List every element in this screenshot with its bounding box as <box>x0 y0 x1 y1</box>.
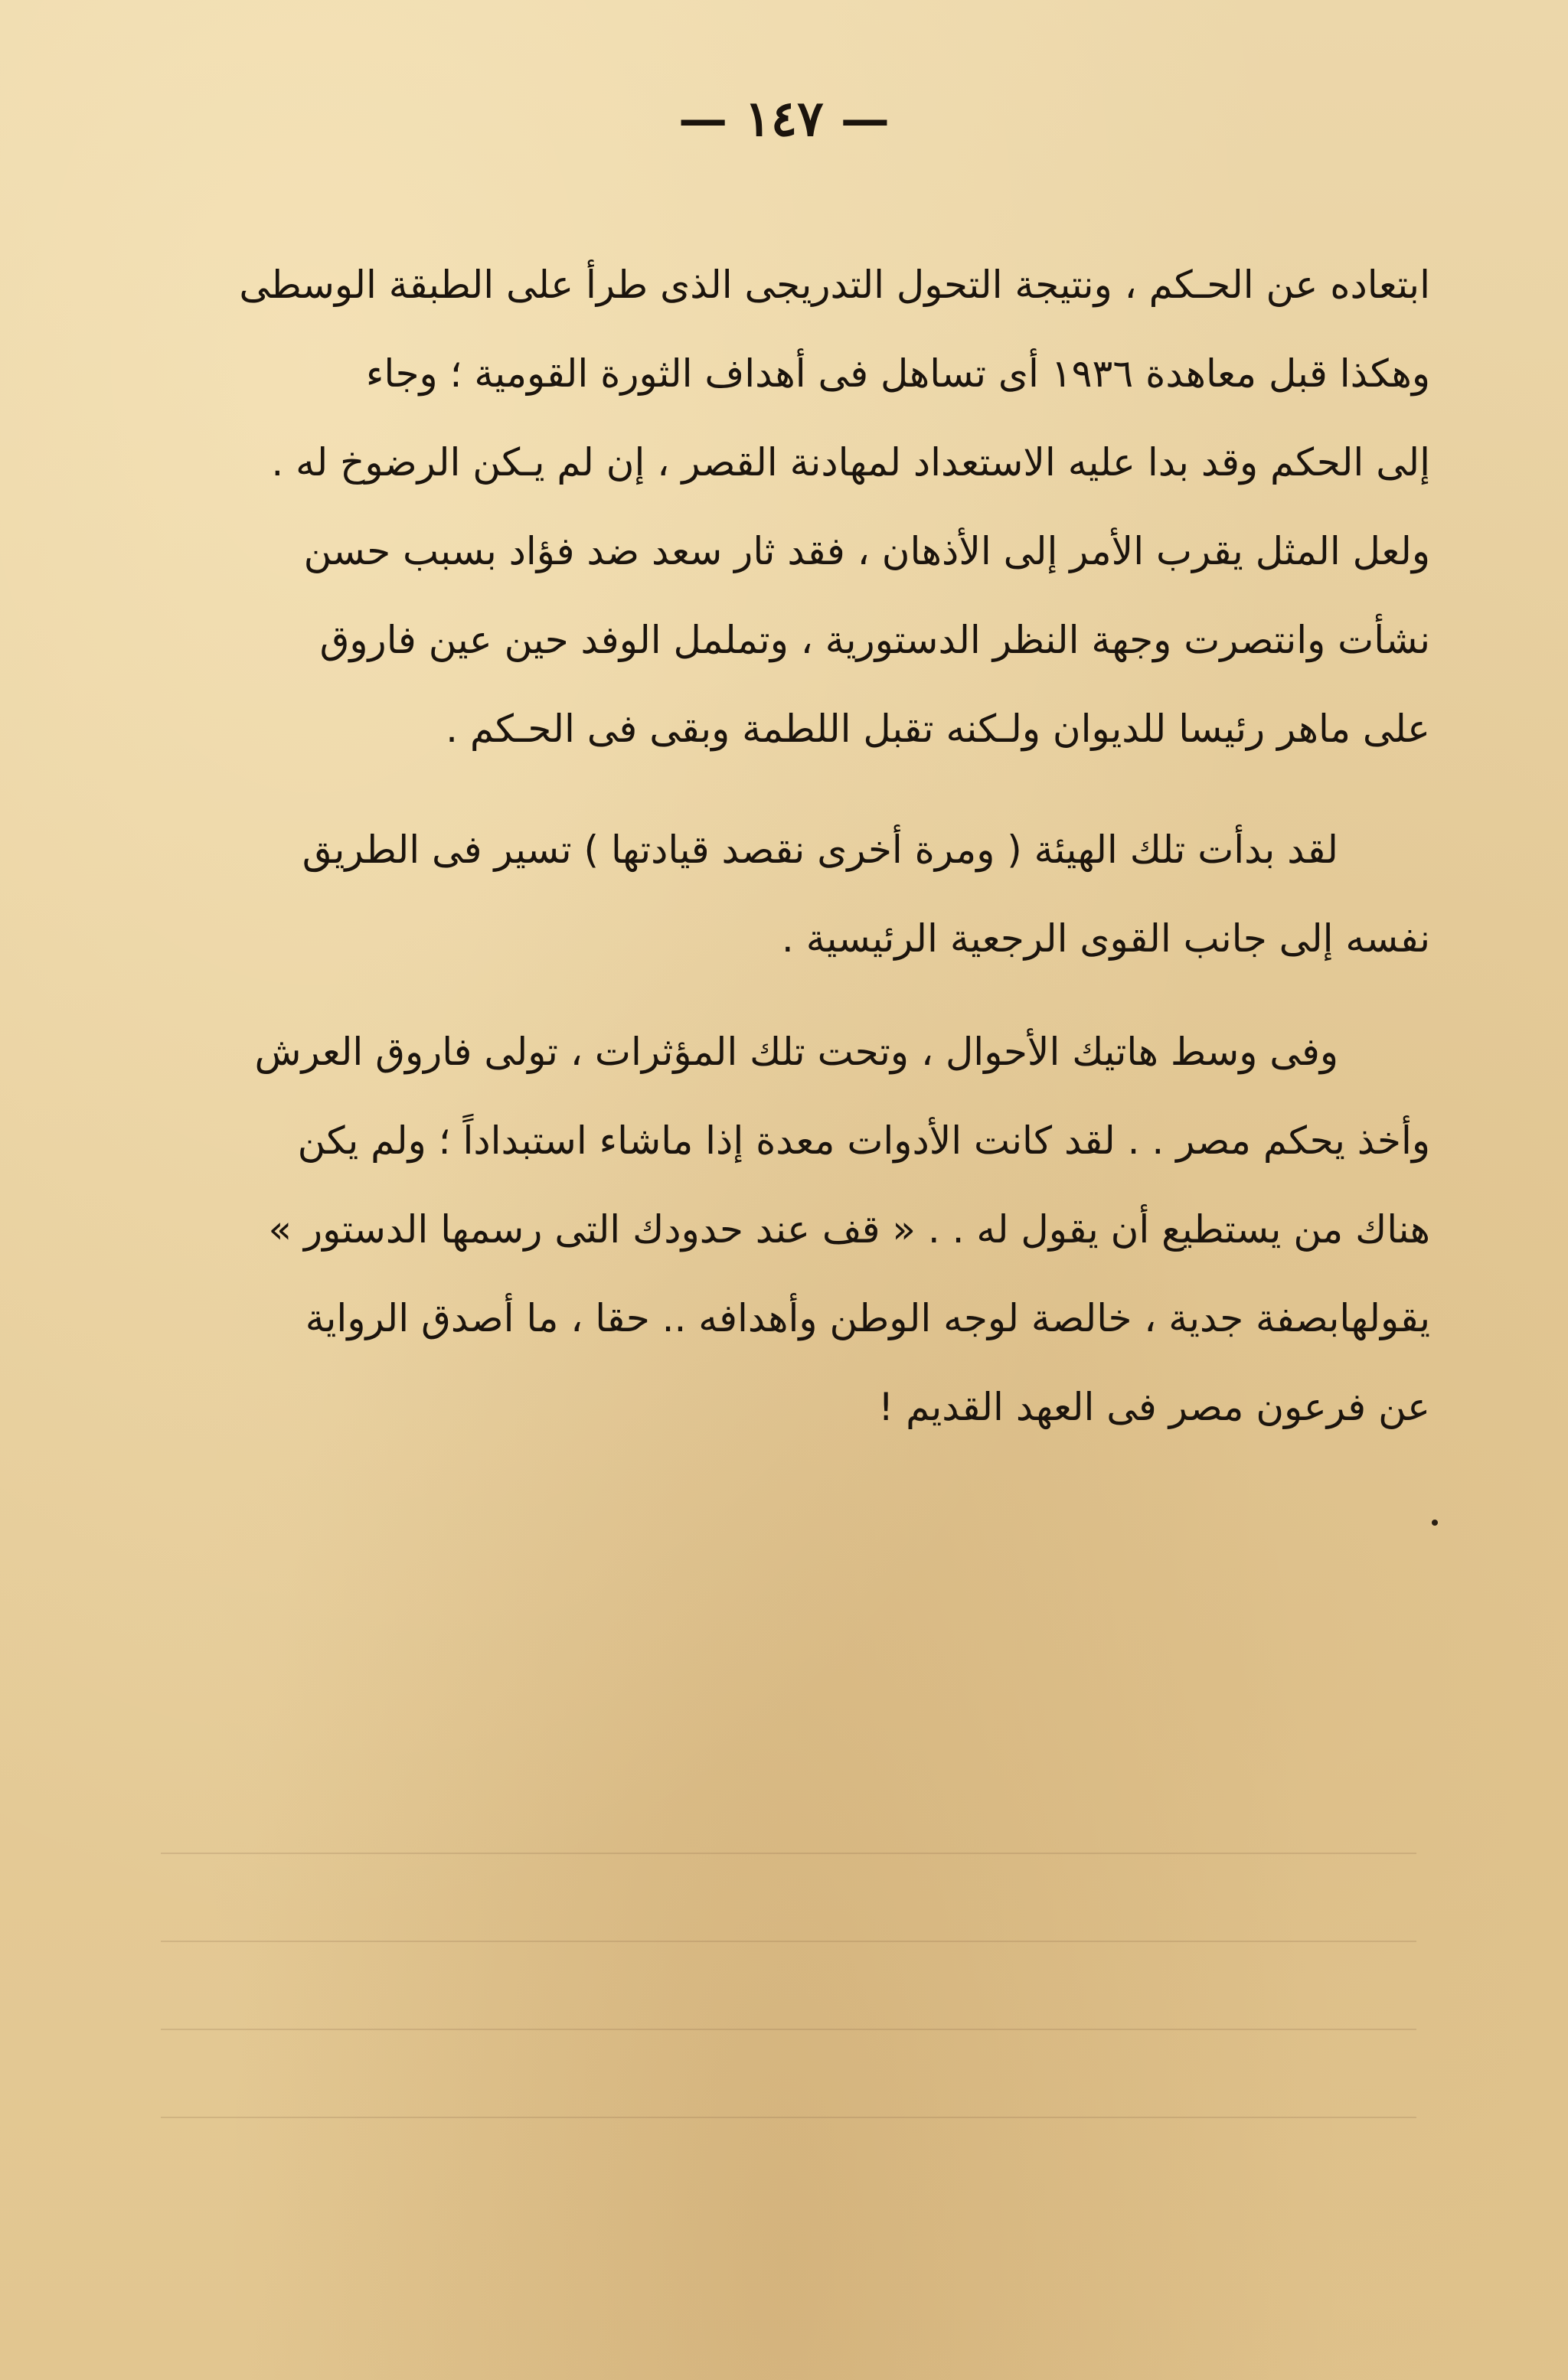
text-line: ابتعاده عن الحـكم ، ونتيجة التحول التدريجى الذى طرأ على الطبقة الوسطى <box>239 263 1430 307</box>
text-line: يقولهابصفة جدية ، خالصة لوجه الوطن وأهدافه .. حقا ، ما أصدق الرواية <box>305 1296 1430 1340</box>
text-line: لقد بدأت تلك الهيئة ( ومرة أخرى نقصد قيادتها ) تسير فى الطريق <box>302 828 1338 872</box>
show-through-rule <box>161 1853 1416 1854</box>
show-through-rule <box>161 1941 1416 1942</box>
stray-ink-dot <box>1432 1520 1438 1526</box>
text-line: ولعل المثل يقرب الأمر إلى الأذهان ، فقد ثار سعد ضد فؤاد بسبب حسن <box>303 529 1430 573</box>
paragraph-1 <box>136 240 1430 773</box>
page-number: — ١٤٧ — <box>678 90 890 148</box>
text-line: نشأت وانتصرت وجهة النظر الدستورية ، وتململ الوفد حين عين فاروق <box>319 618 1430 662</box>
paragraph-2 <box>136 805 1430 983</box>
text-line: على ماهر رئيسا للديوان ولـكنه تقبل اللطمة وبقى فى الحـكم . <box>446 707 1430 751</box>
text-line: إلى الحكم وقد بدا عليه الاستعداد لمهادنة القصر ، إن لم يـكن الرضوخ له . <box>271 440 1430 485</box>
text-line: وفى وسط هاتيك الأحوال ، وتحت تلك المؤثرات ، تولى فاروق العرش <box>254 1030 1338 1074</box>
text-line: وأخذ يحكم مصر . . لقد كانت الأدوات معدة إذا ماشاء استبداداً ؛ ولم يكن <box>297 1118 1430 1163</box>
text-line: هناك من يستطيع أن يقول له . . « قف عند حدودك التى رسمها الدستور » <box>268 1207 1430 1252</box>
text-line: عن فرعون مصر فى العهد القديم ! <box>878 1385 1430 1429</box>
text-line: نفسه إلى جانب القوى الرجعية الرئيسية . <box>781 916 1430 961</box>
show-through-rule <box>161 2117 1416 2118</box>
show-through-rule <box>161 2029 1416 2030</box>
paragraph-3 <box>136 1007 1430 1451</box>
text-line: وهكذا قبل معاهدة ١٩٣٦ أى تساهل فى أهداف الثورة القومية ؛ وجاء <box>365 351 1430 396</box>
